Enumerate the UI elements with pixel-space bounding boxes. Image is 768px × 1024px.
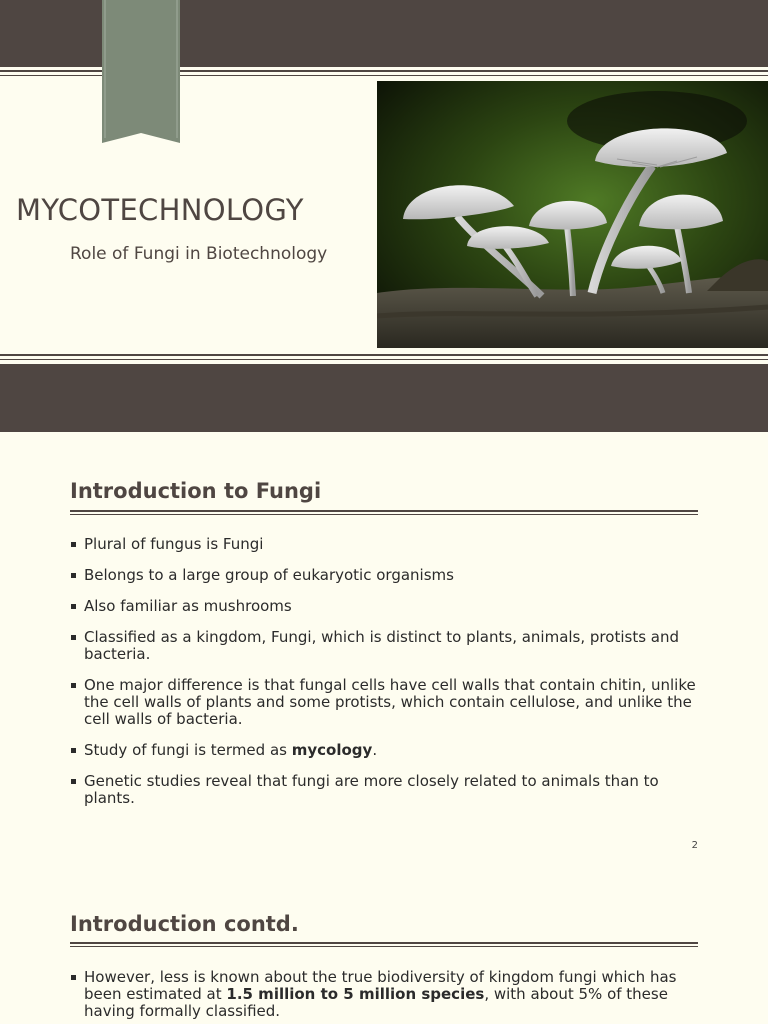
- title-slide: [0, 0, 768, 432]
- bullet-item: Belongs to a large group of eukaryotic organisms: [70, 567, 702, 584]
- bullet-item: Plural of fungus is Fungi: [70, 536, 702, 553]
- presentation-subtitle: Role of Fungi in Biotechnology: [70, 244, 328, 264]
- bullet-emphasis: mycology: [291, 741, 373, 759]
- bullet-item: Also familiar as mushrooms: [70, 598, 702, 615]
- slide-introduction-contd: [0, 864, 768, 1024]
- bullet-text: Study of fungi is termed as: [84, 741, 292, 759]
- bullet-text: .: [372, 741, 378, 759]
- bookmark-ribbon-icon: [102, 0, 180, 143]
- bullet-item: [70, 742, 702, 759]
- bullet-list: [70, 969, 702, 1024]
- slide-introduction: [0, 432, 768, 864]
- presentation-title: MYCOTECHNOLOGY: [16, 193, 304, 227]
- bullet-item: [70, 969, 702, 1020]
- mushroom-photo: [377, 81, 768, 348]
- bottom-band: [0, 364, 768, 432]
- bottom-divider: [0, 354, 768, 356]
- slide-title: Introduction contd.: [70, 912, 299, 936]
- bullet-list: [70, 536, 702, 821]
- bullet-text: , with about 5% of these having formally classified.: [84, 985, 668, 1020]
- bottom-divider-thin: [0, 359, 768, 360]
- title-rule: [70, 942, 698, 947]
- title-rule: [70, 510, 698, 515]
- page-number: 2: [691, 840, 698, 851]
- bullet-emphasis: 1.5 million to 5 million species: [226, 985, 485, 1003]
- slide-title: Introduction to Fungi: [70, 479, 322, 503]
- bullet-item: Genetic studies reveal that fungi are more closely related to animals than to plants.: [70, 773, 702, 807]
- bullet-text: However, less is known about the true biodiversity of kingdom fungi which has been estimated at: [84, 968, 677, 1003]
- bullet-item: Classified as a kingdom, Fungi, which is distinct to plants, animals, protists and bacteria.: [70, 629, 702, 663]
- bullet-item: One major difference is that fungal cells have cell walls that contain chitin, unlike the cell walls of plants and some protists, which contain cellulose, and unlike the cell walls of bacteria.: [70, 677, 702, 728]
